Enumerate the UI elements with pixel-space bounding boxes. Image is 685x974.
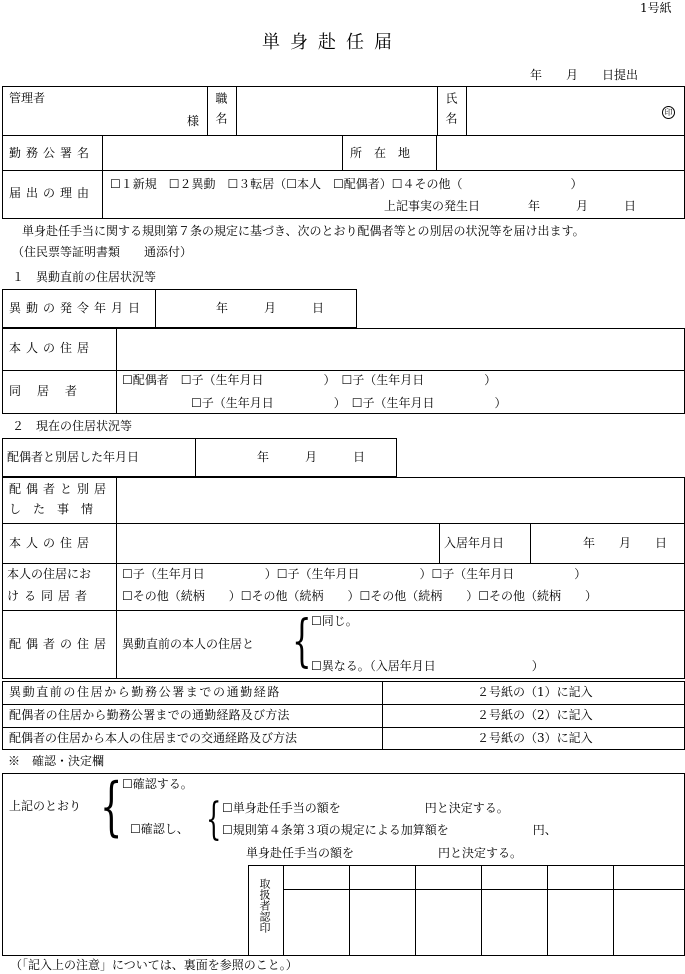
decision-heading: ※ 確認・決定欄: [8, 754, 105, 768]
separation-date-value[interactable]: 年 月 日: [257, 450, 366, 464]
prior-residence-label: 本人の住居: [9, 341, 95, 355]
route-label-2: 配偶者の住居から勤務公署までの通勤経路及び方法: [9, 708, 290, 722]
section1-heading: １ 異動直前の住居状況等: [12, 270, 157, 284]
current-residence-label: 本人の住居: [9, 536, 95, 550]
office-label: 勤務公署名: [9, 146, 95, 160]
spouse-same-option[interactable]: ☐同じ。: [311, 614, 358, 628]
spouse-residence-label: 配偶者の住居: [9, 637, 112, 651]
movein-value[interactable]: 年 月 日: [583, 536, 668, 550]
footnote: （「記入上の注意」については、裏面を参照のこと。）: [10, 958, 298, 972]
brace-icon: {: [292, 609, 312, 674]
separation-reason-field[interactable]: [120, 481, 680, 520]
cohabitants-line1[interactable]: ☐配偶者 ☐子（生年月日 ） ☐子（生年月日 ）: [122, 373, 497, 387]
as-above-label: 上記のとおり: [9, 799, 82, 813]
current-cohab-label-1: 本人の住居にお: [7, 567, 92, 581]
route-label-1: 異動直前の住居から勤務公署までの通勤経路: [9, 685, 282, 699]
reason-options[interactable]: ☐１新規 ☐２異動 ☐３転居（☐本人 ☐配偶者）☐４その他（ ）: [110, 177, 583, 191]
spouse-residence-text: 異動直前の本人の住居と: [122, 637, 255, 651]
current-residence-field[interactable]: [120, 527, 435, 560]
addition-amount-option[interactable]: ☐規則第４条第３項の規定による加算額を 円、: [222, 823, 557, 837]
occurrence-date: 上記事実の発生日 年 月 日: [384, 199, 637, 213]
movein-label: 入居年月日: [444, 536, 505, 550]
sama-label: 様: [187, 114, 200, 128]
inner-brace-icon: {: [206, 794, 222, 845]
transfer-date-label: 異動の発令年月日: [9, 301, 146, 315]
name-field[interactable]: [470, 90, 650, 133]
form-number: 1号紙: [640, 1, 672, 15]
route-value-3: ２号紙の（3）に記入: [477, 731, 593, 745]
attachment-note: （住民票等証明書類 通添付）: [12, 245, 193, 259]
route-label-3: 配偶者の住居から本人の住居までの交通経路及び方法: [9, 731, 298, 745]
seal-icon: 印: [662, 106, 675, 119]
confirm-option[interactable]: ☐確認する。: [122, 777, 193, 791]
handler-seal-grid: [248, 865, 685, 956]
transfer-date-value[interactable]: 年 月 日: [216, 301, 325, 315]
route-value-2: ２号紙の（2）に記入: [477, 708, 593, 722]
allowance-amount-text: 単身赴任手当の額を 円と決定する。: [246, 846, 523, 860]
route-value-1: ２号紙の（1）に記入: [477, 685, 593, 699]
current-cohab-label-2: ける同居者: [7, 589, 93, 603]
post-field[interactable]: [240, 90, 435, 133]
separation-date-label: 配偶者と別居した年月日: [7, 450, 140, 464]
page-title: 単身赴任届: [262, 32, 402, 53]
confirm-and-option[interactable]: ☐確認し、: [130, 822, 189, 836]
seal-mark: [662, 104, 675, 119]
allowance-decided-option[interactable]: ☐単身赴任手当の額を 円と決定する。: [222, 801, 509, 815]
current-cohab-line2[interactable]: ☐その他（続柄 ）☐その他（続柄 ）☐その他（続柄 ）☐その他（続柄 ）: [122, 589, 598, 603]
current-cohab-line1[interactable]: ☐子（生年月日 ）☐子（生年月日 ）☐子（生年月日 ）: [122, 567, 587, 581]
name-label: 氏名: [444, 92, 458, 132]
location-label: 所 在 地: [350, 146, 411, 160]
spouse-different-option[interactable]: ☐異なる。（入居年月日 ）: [311, 659, 544, 673]
section2-heading: ２ 現在の住居状況等: [12, 419, 133, 433]
separation-reason-label-1: 配偶者と別居: [9, 482, 112, 496]
reason-label: 届出の理由: [9, 186, 95, 200]
outer-brace-icon: {: [100, 770, 123, 844]
cohabitants-label: 同 居 者: [9, 384, 80, 398]
office-field[interactable]: [106, 140, 339, 168]
separation-reason-label-2: した事情: [9, 502, 106, 516]
cohabitants-line2[interactable]: ☐子（生年月日 ） ☐子（生年月日 ）: [191, 396, 507, 410]
post-label: 職名: [214, 92, 228, 132]
handler-seal-label: 取扱者認印: [258, 878, 271, 933]
statement: 単身赴任手当に関する規則第７条の規定に基づき、次のとおり配偶者等との別居の状況等を届け出ます。: [22, 224, 585, 238]
prior-residence-field[interactable]: [120, 332, 680, 367]
submit-date: 年 月 日提出: [530, 68, 639, 82]
manager-label: 管理者: [9, 91, 46, 105]
location-field[interactable]: [440, 140, 680, 168]
